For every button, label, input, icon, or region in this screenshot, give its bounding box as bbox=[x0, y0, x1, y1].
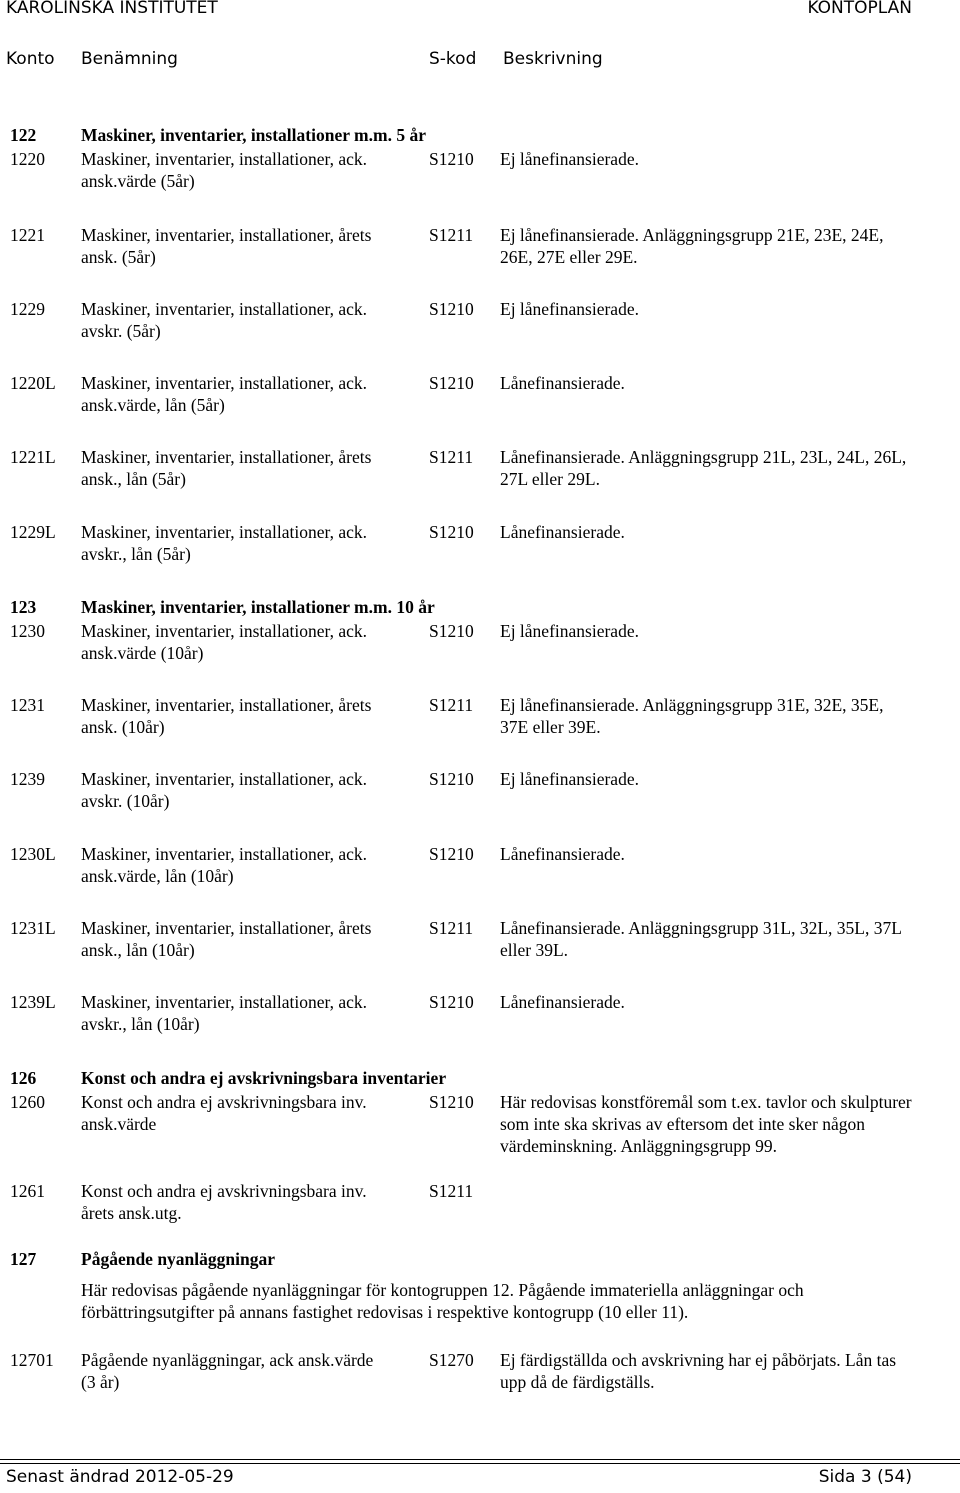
col-header-skod: S-kod bbox=[429, 49, 477, 69]
skod: S1210 bbox=[429, 844, 474, 864]
beskrivning: Ej lånefinansierade. Anläggningsgrupp 31E, 32E, 35E, 37E eller 39E. bbox=[500, 695, 884, 737]
beskrivning: Lånefinansierade. Anläggningsgrupp 21L, 23L, 24L, 26L, 27L eller 29L. bbox=[500, 447, 907, 489]
beskrivning: Här redovisas konstföremål som t.ex. tavlor och skulpturer som inte ska skrivas av eftersom det inte sker någon värdeminskning. Anläggningsgrupp 99. bbox=[500, 1092, 912, 1156]
beskrivning: Lånefinansierade. bbox=[500, 992, 625, 1012]
benamning: Maskiner, inventarier, installationer, ack. ansk.värde (10år) bbox=[81, 621, 368, 663]
beskrivning: Ej färdigställda och avskrivning har ej påbörjats. Lån tas upp då de färdigställs. bbox=[500, 1350, 897, 1392]
group-benamning: Konst och andra ej avskrivningsbara inventarier bbox=[81, 1068, 447, 1088]
group-konto: 127 bbox=[10, 1249, 37, 1269]
beskrivning: Lånefinansierade. bbox=[500, 373, 625, 393]
konto: 1230 bbox=[10, 621, 45, 641]
benamning: Maskiner, inventarier, installationer, årets ansk., lån (10år) bbox=[81, 918, 372, 960]
konto: 1239L bbox=[10, 992, 56, 1012]
skod: S1211 bbox=[429, 225, 474, 245]
benamning: Maskiner, inventarier, installationer, ack. ansk.värde, lån (5år) bbox=[81, 373, 368, 415]
beskrivning: Lånefinansierade. bbox=[500, 522, 625, 542]
skod: S1211 bbox=[429, 695, 474, 715]
skod: S1210 bbox=[429, 522, 474, 542]
skod: S1210 bbox=[429, 373, 474, 393]
konto: 1229 bbox=[10, 299, 45, 319]
benamning: Maskiner, inventarier, installationer, ack. ansk.värde (5år) bbox=[81, 149, 368, 191]
konto: 1230L bbox=[10, 844, 56, 864]
beskrivning: Ej lånefinansierade. bbox=[500, 769, 639, 789]
benamning: Maskiner, inventarier, installationer, årets ansk., lån (5år) bbox=[81, 447, 372, 489]
konto: 1221L bbox=[10, 447, 56, 467]
konto: 1231 bbox=[10, 695, 45, 715]
skod: S1270 bbox=[429, 1350, 474, 1370]
group-127-note: Här redovisas pågående nyanläggningar för kontogruppen 12. Pågående immateriella anläggningar och förbättringsutgifter på annans fastighet redovisas i respektive kontogrupp (10 eller 11). bbox=[81, 1280, 804, 1322]
skod: S1210 bbox=[429, 769, 474, 789]
benamning: Maskiner, inventarier, installationer, årets ansk. (5år) bbox=[81, 225, 372, 267]
benamning: Maskiner, inventarier, installationer, ack. ansk.värde, lån (10år) bbox=[81, 844, 368, 886]
skod: S1210 bbox=[429, 621, 474, 641]
skod: S1210 bbox=[429, 149, 474, 169]
beskrivning: Ej lånefinansierade. bbox=[500, 149, 639, 169]
benamning: Konst och andra ej avskrivningsbara inv. årets ansk.utg. bbox=[81, 1181, 367, 1223]
skod: S1211 bbox=[429, 918, 474, 938]
group-konto: 126 bbox=[10, 1068, 37, 1088]
beskrivning: Lånefinansierade. Anläggningsgrupp 31L, 32L, 35L, 37L eller 39L. bbox=[500, 918, 902, 960]
konto: 1239 bbox=[10, 769, 45, 789]
group-benamning: Maskiner, inventarier, installationer m.m. 5 år bbox=[81, 125, 426, 145]
konto: 1261 bbox=[10, 1181, 45, 1201]
benamning: Maskiner, inventarier, installationer, ack. avskr., lån (5år) bbox=[81, 522, 368, 564]
last-changed: Senast ändrad 2012-05-29 bbox=[6, 1467, 234, 1487]
benamning: Maskiner, inventarier, installationer, ack. avskr. (10år) bbox=[81, 769, 368, 811]
benamning: Maskiner, inventarier, installationer, ack. avskr. (5år) bbox=[81, 299, 368, 341]
benamning: Konst och andra ej avskrivningsbara inv. ansk.värde bbox=[81, 1092, 367, 1134]
beskrivning: Ej lånefinansierade. bbox=[500, 299, 639, 319]
page-number: Sida 3 (54) bbox=[818, 1467, 912, 1487]
group-benamning: Pågående nyanläggningar bbox=[81, 1249, 275, 1269]
konto: 12701 bbox=[10, 1350, 54, 1370]
benamning: Maskiner, inventarier, installationer, ack. avskr., lån (10år) bbox=[81, 992, 368, 1034]
benamning: Pågående nyanläggningar, ack ansk.värde (3 år) bbox=[81, 1350, 374, 1392]
footer-divider-2 bbox=[0, 1463, 960, 1464]
konto: 1220L bbox=[10, 373, 56, 393]
beskrivning: Ej lånefinansierade. Anläggningsgrupp 21E, 23E, 24E, 26E, 27E eller 29E. bbox=[500, 225, 884, 267]
col-header-konto: Konto bbox=[6, 49, 55, 69]
skod: S1211 bbox=[429, 1181, 474, 1201]
footer-divider bbox=[0, 1459, 960, 1460]
org-name: KAROLINSKA INSTITUTET bbox=[6, 0, 218, 18]
beskrivning: Lånefinansierade. bbox=[500, 844, 625, 864]
document-title: KONTOPLAN bbox=[807, 0, 912, 18]
group-konto: 122 bbox=[10, 125, 37, 145]
skod: S1210 bbox=[429, 992, 474, 1012]
group-konto: 123 bbox=[10, 597, 37, 617]
beskrivning: Ej lånefinansierade. bbox=[500, 621, 639, 641]
benamning: Maskiner, inventarier, installationer, årets ansk. (10år) bbox=[81, 695, 372, 737]
konto: 1220 bbox=[10, 149, 45, 169]
konto: 1260 bbox=[10, 1092, 45, 1112]
group-benamning: Maskiner, inventarier, installationer m.m. 10 år bbox=[81, 597, 435, 617]
skod: S1210 bbox=[429, 299, 474, 319]
col-header-benamning: Benämning bbox=[81, 49, 178, 69]
skod: S1210 bbox=[429, 1092, 474, 1112]
konto: 1231L bbox=[10, 918, 56, 938]
col-header-beskrivning: Beskrivning bbox=[503, 49, 603, 69]
konto: 1221 bbox=[10, 225, 45, 245]
skod: S1211 bbox=[429, 447, 474, 467]
konto: 1229L bbox=[10, 522, 56, 542]
